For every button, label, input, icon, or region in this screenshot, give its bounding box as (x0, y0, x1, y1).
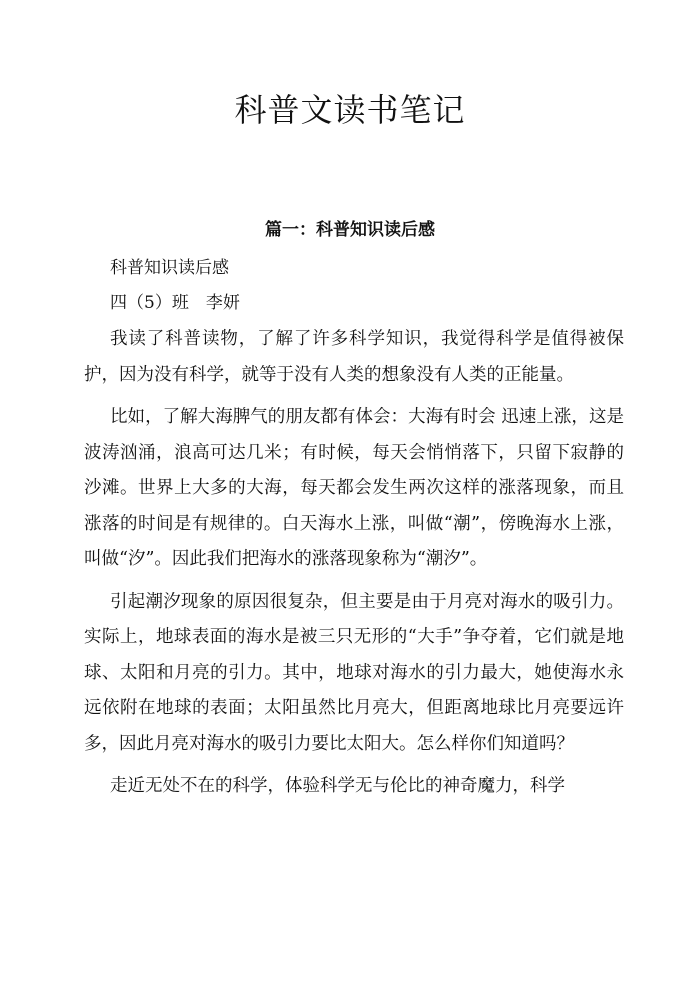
paragraph: 我读了科普读物，了解了许多科学知识，我觉得科学是值得被保护，因为没有科学，就等于没有人类的想象没有人类的正能量。 (84, 329, 624, 385)
essay-subtitle: 科普知识读后感 (110, 258, 229, 278)
paragraph: 比如，了解大海脾气的朋友都有体会：大海有时会 迅速上涨，这是波涛汹涌，浪高可达几米；有时候，每天会悄悄落下，只留下寂静的沙滩。世界上大多的大海，每天都会发生两次这样的涨落现象，而且涨落的时间是有规律的。白天海水上涨，叫做“潮”，傍晚海水上涨，叫做“汐”。因此我们把海水的涨落现象称为“潮汐”。 (84, 407, 624, 569)
body-text (84, 322, 624, 812)
section-heading: 篇一：科普知识读后感 (265, 220, 435, 240)
author-line: 四（5）班 李妍 (110, 293, 240, 313)
paragraph: 引起潮汐现象的原因很复杂，但主要是由于月亮对海水的吸引力。实际上，地球表面的海水是被三只无形的“大手”争夺着，它们就是地球、太阳和月亮的引力。其中，地球对海水的引力最大，她使海水永远依附在地球的表面；太阳虽然比月亮大，但距离地球比月亮要远许多，因此月亮对海水的吸引力要比太阳大。怎么样你们知道吗？ (84, 591, 624, 754)
document-title: 科普文读书笔记 (234, 91, 466, 129)
paragraph: 走近无处不在的科学，体验科学无与伦比的神奇魔力，科学 (110, 776, 565, 796)
